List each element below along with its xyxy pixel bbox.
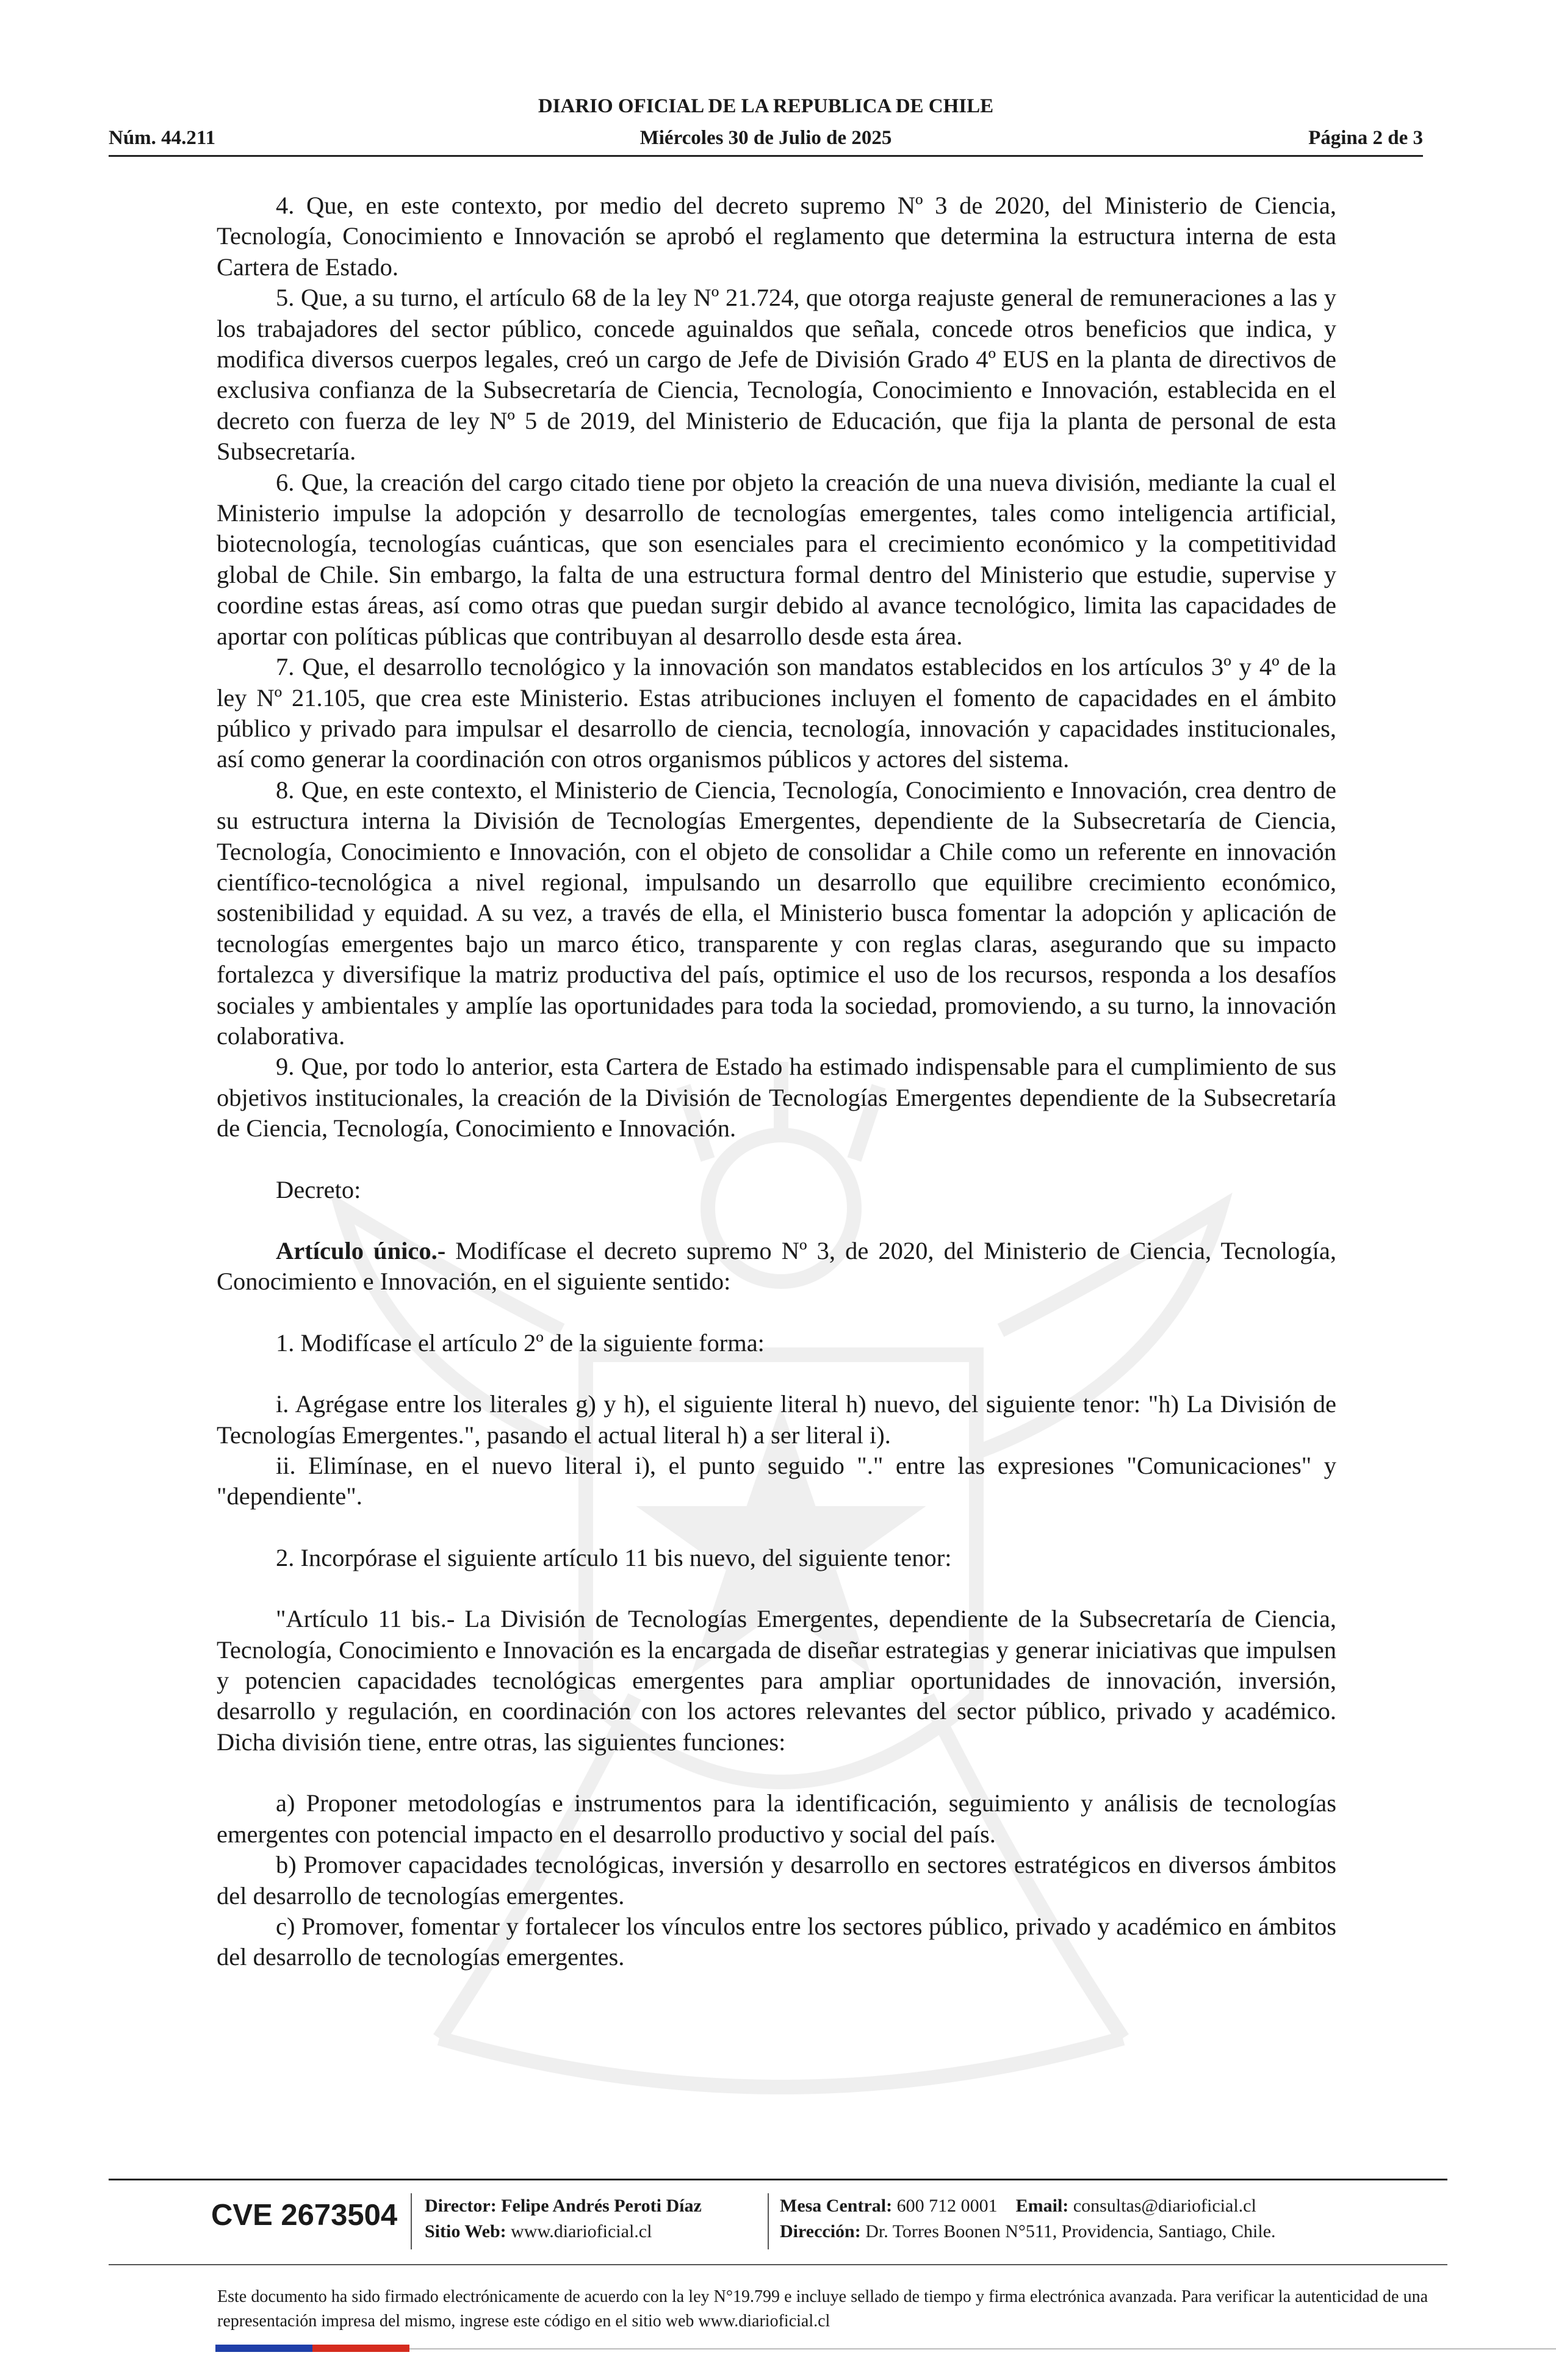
decree-heading: Decreto: (276, 1175, 361, 1203)
header-rule (109, 155, 1423, 157)
paragraph-8: 8. Que, en este contexto, el Ministerio de Ciencia, Tecnología, Conocimiento e Innovación, crea dentro de su estructura interna la División de Tecnologías Emergentes, dependiente de la Subsecretaría de Ciencia, Tecnología, Conocimiento e Innovación, con el objeto de consolidar a Chile como un referente en innovación científico-tecnológica a nivel regional, impulsando un desarrollo que equilibre crecimiento económico, sostenibilidad y equidad. A su vez, a través de ella, el Ministerio busca fomentar la adopción y aplicación de tecnologías emergentes bajo un marco ético, transparente y con reglas claras, asegurando que su impacto fortalezca y diversifique la matriz productiva del país, optimice el uso de los recursos, responda a los desafíos sociales y ambientales y amplíe las oportunidades para toda la sociedad, promoviendo, a su turno, la innovación colaborativa. (217, 776, 1336, 1050)
footer-contact-block (780, 2193, 1276, 2245)
footer-rule-middle (109, 2264, 1447, 2265)
address-label: Dirección: (780, 2221, 861, 2241)
paragraph-6: 6. Que, la creación del cargo citado tiene por objeto la creación de una nueva división, mediante la cual el Ministerio impulse la adopción y desarrollo de tecnologías emergentes, tales como inteligencia artificial, biotecnología, tecnologías cuánticas, que son esenciales para el crecimiento económico y la competitividad global de Chile. Sin embargo, la falta de una estructura formal dentro del Ministerio que estudie, supervise y coordine estas áreas, así como otras que puedan surgir debido al avance tecnológico, limita las capacidades de aportar con políticas públicas que contribuyan al desarrollo desde esta área. (217, 468, 1336, 650)
page-header (109, 92, 1423, 159)
publication-date: Miércoles 30 de Julio de 2025 (639, 127, 892, 149)
address-value: Dr. Torres Boonen N°511, Providencia, Santiago, Chile. (865, 2221, 1276, 2241)
email-link[interactable]: consultas@diarioficial.cl (1073, 2196, 1256, 2216)
function-a: a) Proponer metodologías e instrumentos para la identificación, seguimiento y análisis de tecnologías emergentes con potencial impacto en el desarrollo productivo y social del país. (217, 1789, 1336, 1848)
site-label: Sitio Web: (425, 2221, 506, 2241)
item-2: 2. Incorpórase el siguiente artículo 11 bis nuevo, del siguiente tenor: (276, 1543, 952, 1571)
email-label: Email: (1015, 2196, 1069, 2216)
paragraph-9: 9. Que, por todo lo anterior, esta Cartera de Estado ha estimado indispensable para el cumplimiento de sus objetivos institucionales, la creación de la División de Tecnologías Emergentes dependiente de la Subsecretaría de Ciencia, Tecnología, Conocimiento e Innovación. (217, 1053, 1336, 1142)
cve-code: CVE 2673504 (211, 2199, 398, 2232)
document-body (217, 190, 1336, 1973)
flag-red-segment (312, 2345, 409, 2352)
article-text: Modifícase el decreto supremo Nº 3, de 2020, del Ministerio de Ciencia, Tecnología, Conocimiento e Innovación, en el siguiente sentido: (217, 1237, 1336, 1296)
issue-number: Núm. 44.211 (109, 127, 216, 149)
item-1: 1. Modifícase el artículo 2º de la siguiente forma: (276, 1329, 765, 1357)
page-indicator: Página 2 de 3 (1308, 127, 1423, 149)
flag-blue-segment (215, 2345, 312, 2352)
paragraph-4: 4. Que, en este contexto, por medio del decreto supremo Nº 3 de 2020, del Ministerio de Ciencia, Tecnología, Conocimiento e Innovación se aprobó el reglamento que determina la estructura interna de esta Cartera de Estado. (217, 192, 1336, 281)
article-unique (217, 1236, 1336, 1297)
article-label: Artículo único.- (276, 1237, 446, 1264)
director-name: Felipe Andrés Peroti Díaz (501, 2196, 702, 2216)
publication-title: DIARIO OFICIAL DE LA REPUBLICA DE CHILE (538, 95, 994, 117)
paragraph-5: 5. Que, a su turno, el artículo 68 de la ley Nº 21.724, que otorga reajuste general de remuneraciones a las y los trabajadores del sector público, concede aguinaldos que señala, concede otros beneficios que indica, y modifica diversos cuerpos legales, creó un cargo de Jefe de División Grado 4º EUS en la planta de directivos de exclusiva confianza de la Subsecretaría de Ciencia, Tecnología, Conocimiento e Innovación, establecida en el decreto con fuerza de ley Nº 5 de 2019, del Ministerio de Educación, que fija la planta de personal de esta Subsecretaría. (217, 284, 1336, 466)
phone-number: 600 712 0001 (896, 2196, 998, 2216)
function-c: c) Promover, fomentar y fortalecer los vínculos entre los sectores público, privado y académico en ámbitos del desarrollo de tecnologías emergentes. (217, 1912, 1336, 1971)
footer-director-block (425, 2193, 702, 2245)
item-1-i: i. Agrégase entre los literales g) y h), el siguiente literal h) nuevo, del siguiente tenor: "h) La División de Tecnologías Emergentes.", pasando el actual literal h) a ser literal i). (217, 1390, 1336, 1449)
phone-label: Mesa Central: (780, 2196, 893, 2216)
article-11-bis: "Artículo 11 bis.- La División de Tecnologías Emergentes, dependiente de la Subsecretaría de Ciencia, Tecnología, Conocimiento e Innovación es la encargada de diseñar estrategias y generar iniciativas que impulsen y potencien capacidades tecnológicas emergentes para ampliar oportunidades de innovación, inversión, desarrollo y regulación, en coordinación con los actores relevantes del sector público, privado y académico. Dicha división tiene, entre otras, las siguientes funciones: (217, 1605, 1336, 1756)
function-b: b) Promover capacidades tecnológicas, inversión y desarrollo en sectores estratégicos en diversos ámbitos del desarrollo de tecnologías emergentes. (217, 1851, 1336, 1909)
site-link[interactable]: www.diarioficial.cl (511, 2221, 652, 2241)
director-label: Director: (425, 2196, 497, 2216)
footer-rule-bottom (409, 2348, 1556, 2349)
legal-notice: Este documento ha sido firmado electrónicamente de acuerdo con la ley N°19.799 e incluye sellado de tiempo y firma electrónica avanzada. Para verificar la autenticidad de una representación impresa del mismo, ingrese este código en el sitio web www.diarioficial.cl (217, 2287, 1428, 2331)
footer-divider (768, 2193, 769, 2249)
footer-rule-top (109, 2179, 1447, 2180)
item-1-ii: ii. Elimínase, en el nuevo literal i), el punto seguido "." entre las expresiones "Comunicaciones" y "dependiente". (217, 1452, 1336, 1510)
flag-color-bar (215, 2345, 409, 2352)
paragraph-7: 7. Que, el desarrollo tecnológico y la innovación son mandatos establecidos en los artículos 3º y 4º de la ley Nº 21.105, que crea este Ministerio. Estas atribuciones incluyen el fomento de capacidades en el ámbito público y privado para impulsar el desarrollo de ciencia, tecnología, innovación y capacidades institucionales, así como generar la coordinación con otros organismos públicos y actores del sistema. (217, 653, 1336, 773)
footer-divider (411, 2193, 412, 2249)
